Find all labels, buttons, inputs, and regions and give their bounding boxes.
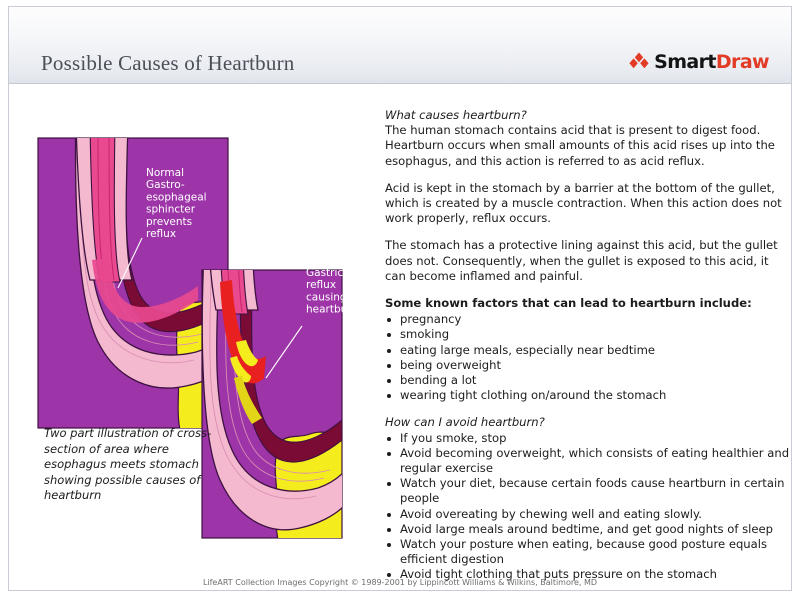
heading-known-factors: Some known factors that can lead to heartburn include: — [385, 296, 752, 311]
list-item: Avoid becoming overweight, which consists of eating healthier and regular exercise — [385, 446, 790, 476]
article-content — [385, 108, 790, 595]
avoid-list — [385, 431, 790, 583]
heading-how-avoid: How can I avoid heartburn? — [385, 415, 545, 430]
page-title: Possible Causes of Heartburn — [41, 51, 295, 75]
heading-what-causes: What causes heartburn? — [385, 108, 527, 122]
label-gastric-reflux: Gastric reflux causing heartburn — [306, 267, 359, 316]
label-normal-sphincter: Normal Gastro- esophageal sphincter prevents reflux — [146, 167, 207, 240]
footer-copyright: LifeART Collection Images Copyright © 1989-2001 by Lippincott Williams & Wilkins, Baltimore, MD — [202, 578, 598, 587]
paragraph-3: The stomach has a protective lining against this acid, but the gullet does not. Consequently, when the gullet is exposed to this acid, it can become inflamed and painful. — [385, 238, 778, 283]
list-item: pregnancy — [385, 312, 790, 327]
list-item: Avoid overeating by chewing well and eating slowly. — [385, 507, 790, 522]
list-item: Avoid large meals around bedtime, and get good nights of sleep — [385, 522, 790, 537]
list-item: bending a lot — [385, 373, 790, 388]
header-banner — [9, 7, 791, 84]
list-item: eating large meals, especially near bedtime — [385, 343, 790, 358]
list-item: Watch your posture when eating, because good posture equals efficient digestion — [385, 537, 790, 567]
list-item: wearing tight clothing on/around the stomach — [385, 388, 790, 403]
factors-list — [385, 312, 790, 403]
list-item: If you smoke, stop — [385, 431, 790, 446]
illustration-caption: Two part illustration of cross-section of area where esophagus meets stomach showing possible causes of heartburn — [44, 426, 212, 502]
paragraph-1: The human stomach contains acid that is present to digest food. Heartburn occurs when small amounts of this acid rises up into the esophagus, and this action is referred to as acid reflux. — [385, 123, 775, 168]
logo-text-draw: Draw — [715, 50, 769, 73]
list-item: Avoid tight clothing that puts pressure on the stomach — [385, 567, 790, 582]
list-item: being overweight — [385, 358, 790, 373]
list-item: smoking — [385, 327, 790, 342]
list-item: Watch your diet, because certain foods cause heartburn in certain people — [385, 476, 790, 506]
paragraph-2: Acid is kept in the stomach by a barrier at the bottom of the gullet, which is created by a muscle contraction. When this action does not work properly, reflux occurs. — [385, 180, 782, 226]
smartdraw-logo[interactable] — [629, 50, 769, 74]
diamond-cluster-icon — [629, 52, 649, 72]
logo-text-smart: Smart — [654, 50, 716, 73]
